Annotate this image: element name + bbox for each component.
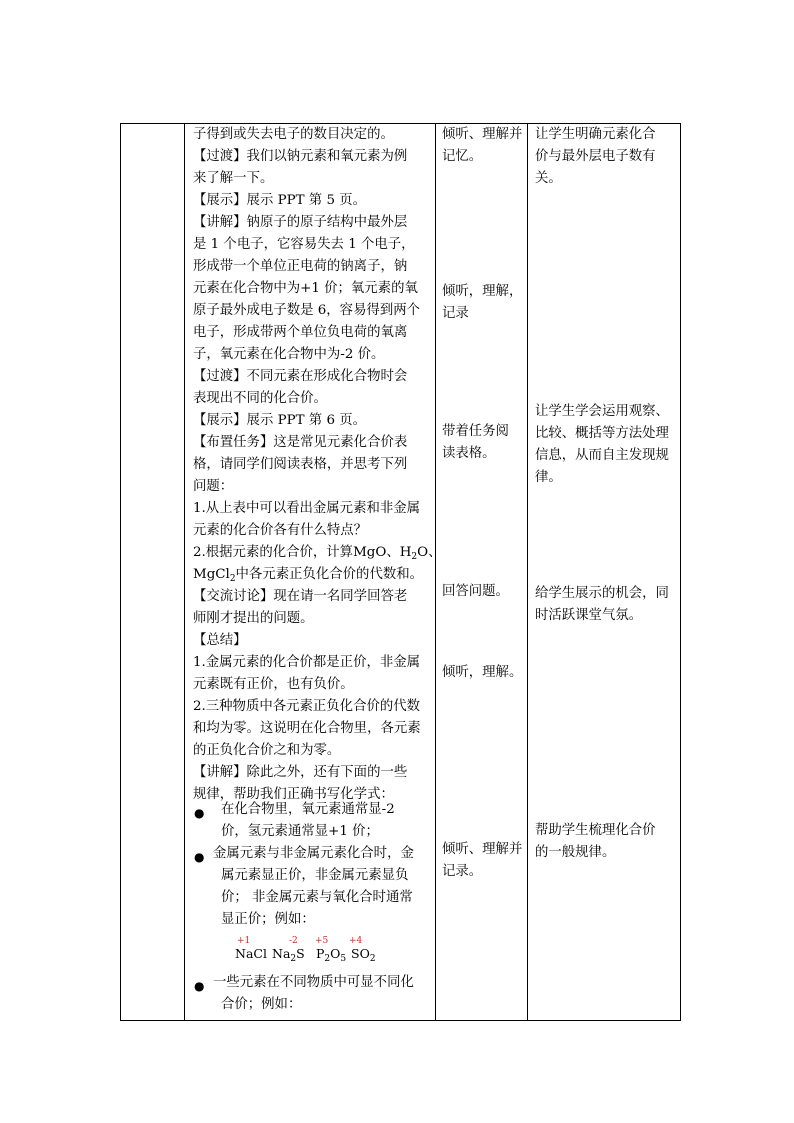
- formula-so2: $SO_2$: [351, 946, 376, 964]
- valence-value: +1: [237, 936, 251, 946]
- design-intent-line: 关。: [535, 171, 562, 186]
- teacher-activity-line: 元素在化合物中为+1 价；氧元素的氧: [193, 281, 418, 296]
- teacher-activity-line: 元素的化合价各有什么特点？: [193, 523, 368, 538]
- student-activity-line: 倾听、理解并: [442, 842, 523, 857]
- question-2-continued-line: MgCl$_2$中各元素正负化合价的代数和。: [193, 567, 424, 584]
- teacher-activity-line: 1.从上表中可以看出金属元素和非金属: [193, 501, 421, 516]
- bullet-icon: ●: [194, 979, 205, 993]
- teacher-activity-line: 表现出不同的化合价。: [193, 391, 327, 406]
- design-intent-line: 价与最外层电子数有: [535, 149, 656, 164]
- design-intent-line: 律。: [535, 470, 562, 485]
- teacher-activity-line: 电子，形成带两个单位负电荷的氧离: [193, 325, 408, 340]
- teacher-activity-line: 【讲解】除此之外，还有下面的一些: [193, 765, 408, 780]
- student-activity-line: 倾听，理解。: [442, 665, 523, 680]
- design-intent-line: 帮助学生梳理化合价: [535, 823, 656, 838]
- design-intent-line: 让学生明确元素化合: [535, 127, 656, 142]
- design-intent-cell: [528, 124, 681, 1021]
- design-intent-line: 信息，从而自主发现规: [535, 448, 669, 463]
- teacher-activity-line: 格，请同学们阅读表格，并思考下列: [193, 457, 408, 472]
- bullet-1-line-1: 在化合物里，氧元素通常显-2: [221, 802, 395, 817]
- student-activity-line: 记录: [442, 306, 469, 321]
- bullet-icon: ●: [194, 806, 205, 820]
- teacher-activity-line: 形成带一个单位正电荷的钠离子，钠: [193, 259, 408, 274]
- lesson-plan-table: [120, 123, 681, 1021]
- bullet-3-line-1: 一些元素在不同物质中可显不同化: [213, 975, 414, 990]
- student-activity-line: 倾听、理解并: [442, 127, 523, 142]
- student-activity-line: 记录。: [442, 864, 483, 879]
- teacher-activity-line: 【交流讨论】现在请一名同学回答老: [193, 589, 408, 604]
- valence-value: +5: [315, 936, 329, 946]
- teacher-activity-line: 【展示】展示 PPT 第 5 页。: [193, 193, 367, 208]
- teacher-activity-line: 子得到或失去电子的数目决定的。: [193, 127, 394, 142]
- teacher-activity-line: 规律，帮助我们正确书写化学式：: [193, 787, 394, 802]
- teacher-activity-line: 原子最外成电子数是 6，容易得到两个: [193, 303, 421, 318]
- teacher-activity-cell: [185, 124, 442, 1021]
- teacher-activity-line: 【总结】: [193, 633, 247, 648]
- teacher-activity-line: 2.三种物质中各元素正负化合价的代数: [193, 699, 421, 714]
- design-intent-line: 给学生展示的机会，同: [535, 586, 669, 601]
- teacher-activity-line: 子，氧元素在化合物中为-2 价。: [193, 347, 385, 362]
- teacher-activity-line: 1.金属元素的化合价都是正价，非金属: [193, 655, 421, 670]
- student-activity-line: 记忆。: [442, 149, 483, 164]
- design-intent-line: 让学生学会运用观察、: [535, 404, 669, 419]
- teacher-activity-line: 【过渡】我们以钠元素和氧元素为例: [193, 149, 408, 164]
- design-intent-line: 时活跃课堂气氛。: [535, 608, 643, 623]
- student-activity-cell: [436, 124, 528, 1021]
- design-intent-line: 的一般规律。: [535, 845, 616, 860]
- teacher-activity-line: 来了解一下。: [193, 171, 274, 186]
- teacher-activity-line: 师刚才提出的问题。: [193, 611, 314, 626]
- teacher-activity-line: 【布置任务】这是常见元素化合价表: [193, 435, 408, 450]
- student-activity-line: 带着任务阅: [442, 424, 509, 439]
- empty-first-column-cell: [121, 124, 185, 1021]
- teacher-activity-line: 元素既有正价，也有负价。: [193, 677, 354, 692]
- teacher-activity-line: 【展示】展示 PPT 第 6 页。: [193, 413, 367, 428]
- bullet-3-line-2: 合价；例如：: [221, 997, 302, 1012]
- teacher-activity-line: 的正负化合价之和为零。: [193, 743, 341, 758]
- teacher-activity-line: 【讲解】钠原子的原子结构中最外层: [193, 215, 408, 230]
- bullet-2-line-2: 属元素显正价，非金属元素显负: [221, 868, 409, 883]
- bullet-2-line-4: 显正价；例如：: [221, 912, 315, 927]
- design-intent-line: 比较、概括等方法处理: [535, 426, 669, 441]
- formula-nacl: NaCl: [235, 946, 267, 961]
- table-row: [121, 124, 681, 1021]
- student-activity-line: 读表格。: [442, 446, 496, 461]
- bullet-2-line-3: 价； 非金属元素与氧化合时通常: [221, 890, 413, 905]
- student-activity-line: 回答问题。: [442, 584, 509, 599]
- bullet-2-line-1: 金属元素与非金属元素化合时，金: [213, 846, 414, 861]
- valence-value: +4: [349, 936, 363, 946]
- teacher-activity-line: 和均为零。这说明在化合物里，各元素: [193, 721, 421, 736]
- bullet-1-line-2: 价，氢元素通常显+1 价；: [221, 824, 379, 839]
- teacher-activity-line: 【过渡】不同元素在形成化合物时会: [193, 369, 408, 384]
- formula-p2o5: $P_2O_5$: [316, 946, 347, 964]
- bullet-icon: ●: [194, 850, 205, 864]
- valence-value: -2: [289, 936, 298, 946]
- question-2-line: 2.根据元素的化合价，计算MgO、$H_2O$、: [193, 545, 442, 562]
- teacher-activity-line: 是 1 个电子，它容易失去 1 个电子，: [193, 237, 415, 252]
- teacher-activity-line: 问题：: [193, 479, 234, 494]
- formula-na2s: $Na_2S$: [272, 946, 305, 964]
- student-activity-line: 倾听，理解，: [442, 284, 523, 299]
